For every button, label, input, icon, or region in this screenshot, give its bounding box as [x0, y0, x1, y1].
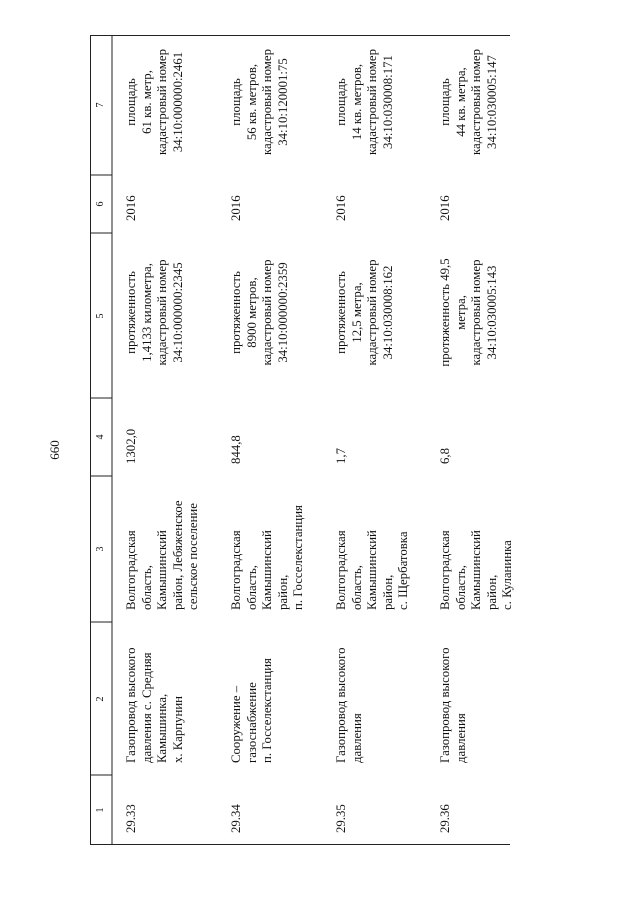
- cell-line: кадастровый номер: [155, 49, 169, 155]
- table-cell-object-name: [229, 628, 276, 763]
- table-cell-object-location: [438, 482, 516, 610]
- cell-line: площадь: [438, 78, 452, 126]
- cell-line: Волгоградская: [124, 530, 138, 610]
- column-header-5: 5: [95, 313, 106, 318]
- cell-line: с. Куланинка: [500, 540, 514, 610]
- table-cell-object-name: [438, 628, 469, 763]
- cell-line: давления: [453, 713, 468, 763]
- column-header-2: 2: [95, 696, 106, 701]
- cell-line: 29.35: [334, 804, 348, 833]
- table-cell-object-cost: [124, 404, 140, 464]
- table-cell-object-extra: [438, 41, 500, 163]
- cell-line: протяженность: [229, 271, 243, 354]
- cell-line: 2016: [124, 195, 138, 221]
- cell-line: кадастровый номер: [155, 259, 169, 366]
- table-cell-object-characteristics: [124, 239, 186, 386]
- cell-line: Камышинский: [469, 530, 483, 610]
- cell-line: 14 кв. метров,: [349, 63, 364, 141]
- cell-line: с. Щербатовка: [396, 531, 410, 610]
- table-cell-object-extra: [229, 41, 291, 163]
- cell-line: 29.33: [124, 804, 138, 833]
- cell-line: Волгоградская: [334, 530, 348, 610]
- table-cell-object-location: [229, 482, 307, 610]
- cell-line: кадастровый номер: [365, 259, 379, 366]
- table-cell-object-cost: [438, 404, 454, 464]
- table-cell-object-cost: [334, 404, 350, 464]
- cell-line: площадь: [124, 78, 138, 126]
- cell-line: 844,8: [229, 435, 243, 464]
- table-cell-row-number: [229, 781, 245, 833]
- cell-line: газоснабжение: [244, 682, 259, 763]
- cell-line: 29.36: [438, 804, 452, 833]
- cell-line: протяженность: [124, 271, 138, 354]
- table-cell-object-name: [334, 628, 365, 763]
- column-header-3: 3: [95, 546, 106, 552]
- cell-line: площадь: [334, 78, 348, 126]
- cell-line: район,: [484, 574, 499, 610]
- table-cell-object-extra: [334, 41, 396, 163]
- cell-line: 2016: [229, 195, 243, 221]
- cell-line: 1302,0: [124, 428, 138, 464]
- column-header-1: 1: [95, 807, 106, 813]
- data-table: [90, 35, 514, 845]
- cell-line: район, Лебяженское: [170, 500, 185, 610]
- cell-line: метра,: [453, 295, 468, 330]
- cell-line: Волгоградская: [229, 530, 243, 610]
- cell-line: область,: [349, 565, 364, 610]
- cell-line: давления: [349, 713, 364, 763]
- cell-line: область,: [453, 565, 468, 610]
- cell-line: 34:10:030005:143: [484, 265, 499, 360]
- cell-line: 34:10:000000:2345: [170, 262, 185, 363]
- page-number: 660: [47, 440, 62, 460]
- table-cell-object-name: [124, 628, 186, 763]
- cell-line: Камышинка,: [155, 693, 169, 763]
- cell-line: 29.34: [229, 804, 243, 833]
- cell-line: район,: [275, 574, 290, 610]
- table-cell-row-number: [124, 781, 140, 833]
- cell-line: 34:10:030008:162: [380, 265, 395, 360]
- cell-line: 12,5 метра,: [349, 282, 364, 343]
- cell-line: 1,7: [334, 448, 348, 464]
- cell-line: 34:10:120001:75: [275, 58, 290, 146]
- cell-line: кадастровый номер: [469, 259, 483, 366]
- cell-line: 61 кв. метр,: [139, 70, 154, 134]
- cell-line: Газопровод высокого: [334, 647, 348, 763]
- table-cell-object-location: [334, 482, 412, 610]
- cell-line: п. Госселекстанция: [291, 505, 305, 610]
- table-cell-row-number: [438, 781, 454, 833]
- cell-line: площадь: [229, 78, 243, 126]
- table-cell-object-year: [438, 181, 454, 221]
- cell-line: 2016: [334, 195, 348, 221]
- table-cell-object-cost: [229, 404, 245, 464]
- cell-line: 34:10:030008:171: [380, 55, 395, 149]
- cell-line: Сооружение –: [229, 685, 243, 763]
- cell-line: давления с. Средняя: [139, 652, 154, 763]
- cell-line: х. Карпунин: [170, 695, 185, 763]
- cell-line: 8900 метров,: [244, 277, 259, 348]
- cell-line: Камышинский: [155, 530, 169, 610]
- cell-line: кадастровый номер: [365, 49, 379, 155]
- cell-line: область,: [139, 565, 154, 610]
- cell-line: район,: [380, 574, 395, 610]
- cell-line: п. Госселекстанция: [260, 658, 274, 763]
- cell-line: область,: [244, 565, 259, 610]
- cell-line: протяженность 49,5: [438, 258, 452, 367]
- cell-line: Волгоградская: [438, 530, 452, 610]
- cell-line: Газопровод высокого: [438, 647, 452, 763]
- cell-line: 34:10:000000:2461: [170, 51, 185, 153]
- cell-line: 2016: [438, 195, 452, 221]
- column-header-7: 7: [95, 102, 106, 108]
- cell-line: 34:10:030005:147: [484, 55, 499, 149]
- table-cell-object-location: [124, 482, 202, 610]
- cell-line: кадастровый номер: [469, 49, 483, 155]
- cell-line: 56 кв. метров,: [244, 63, 259, 141]
- table-cell-row-number: [334, 781, 350, 833]
- table-cell-object-extra: [124, 41, 186, 163]
- cell-line: сельское поселение: [186, 503, 200, 610]
- cell-line: Камышинский: [365, 530, 379, 610]
- cell-line: 44 кв. метра,: [453, 67, 468, 137]
- table-cell-object-year: [229, 181, 245, 221]
- cell-line: 1,4133 километра,: [139, 263, 154, 362]
- column-header-4: 4: [95, 434, 106, 440]
- table-cell-object-year: [124, 181, 140, 221]
- column-header-6: 6: [95, 201, 106, 207]
- table-cell-object-characteristics: [229, 239, 291, 386]
- cell-line: 34:10:000000:2359: [275, 262, 290, 363]
- cell-line: кадастровый номер: [260, 49, 274, 155]
- table-cell-object-year: [334, 181, 350, 221]
- cell-line: протяженность: [334, 271, 348, 354]
- cell-line: 6,8: [438, 448, 452, 464]
- table-cell-object-characteristics: [334, 239, 396, 386]
- cell-line: Газопровод высокого: [124, 647, 138, 763]
- cell-line: Камышинский: [260, 530, 274, 610]
- table-cell-object-characteristics: [438, 239, 500, 386]
- cell-line: кадастровый номер: [260, 259, 274, 366]
